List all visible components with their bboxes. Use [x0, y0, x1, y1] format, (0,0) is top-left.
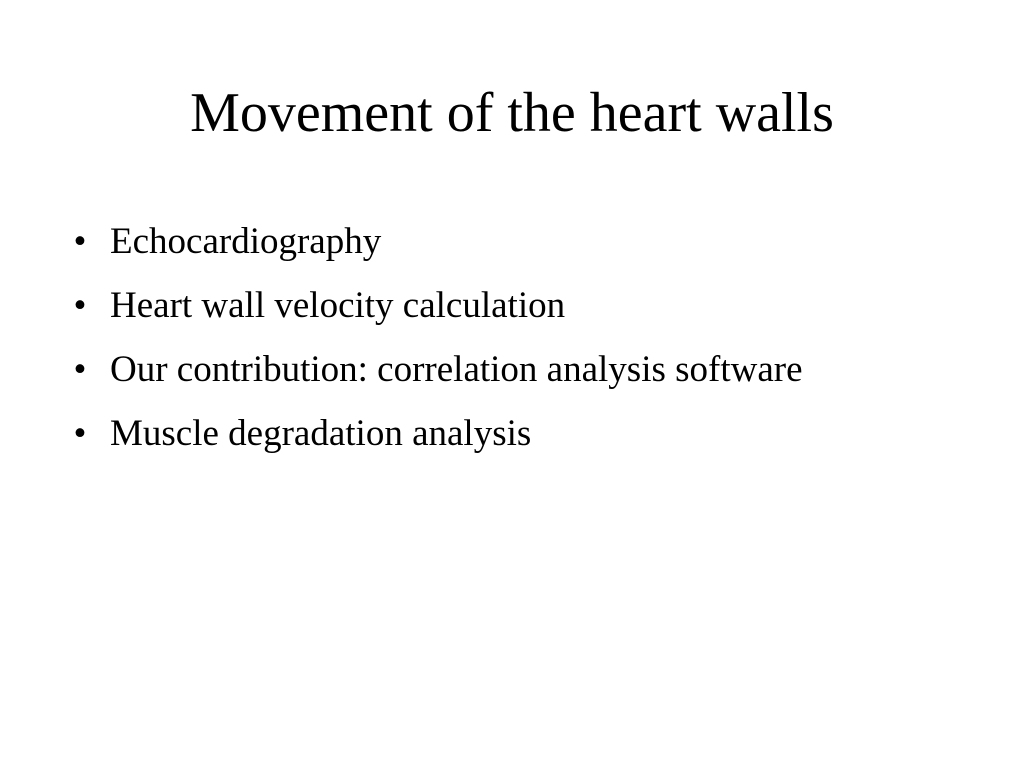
- bullet-item: [70, 408, 830, 460]
- bullet-marker: •: [73, 413, 87, 454]
- bullet-text: Muscle degradation analysis: [110, 413, 532, 454]
- bullet-text: Our contribution: correlation analysis software: [110, 349, 803, 390]
- bullet-item: [70, 344, 830, 396]
- bullet-marker: •: [73, 221, 87, 262]
- slide-title: Movement of the heart walls: [190, 82, 834, 144]
- bullet-item: [70, 216, 830, 268]
- bullet-text: Heart wall velocity calculation: [110, 285, 566, 326]
- bullet-list: [70, 216, 830, 472]
- bullet-marker: •: [73, 285, 87, 326]
- bullet-marker: •: [73, 349, 87, 390]
- bullet-text: Echocardiography: [110, 221, 382, 262]
- bullet-item: [70, 280, 830, 332]
